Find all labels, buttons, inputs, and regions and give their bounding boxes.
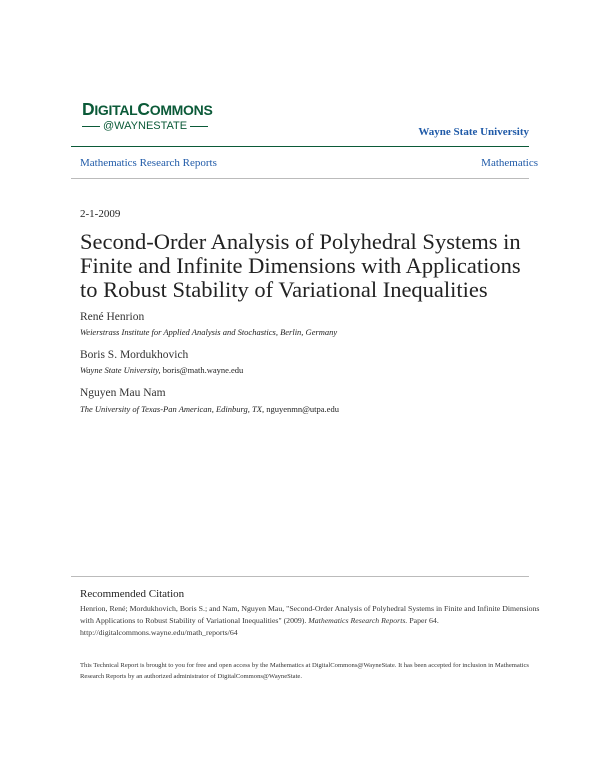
author-email[interactable]: boris@math.wayne.edu <box>162 365 244 375</box>
department-link[interactable]: Mathematics <box>481 157 538 169</box>
author-name: René Henrion <box>80 311 145 323</box>
series-link[interactable]: Mathematics Research Reports <box>80 157 217 169</box>
author-name: Boris S. Mordukhovich <box>80 349 189 361</box>
nav-divider <box>71 178 529 179</box>
citation-divider <box>71 576 529 577</box>
paper-title: Second-Order Analysis of Polyhedral Systems in Finite and Infinite Dimensions with Applications to Robust Stability of Variational Inequalities <box>80 229 521 302</box>
logo-wordmark: DIGITALCOMMONS <box>82 99 213 119</box>
logo-subtitle: @WAYNESTATE <box>82 120 222 132</box>
digitalcommons-logo[interactable] <box>82 100 222 132</box>
author-email[interactable]: nguyenmn@utpa.edu <box>266 404 339 414</box>
citation-url[interactable]: http://digitalcommons.wayne.edu/math_reports/64 <box>80 628 238 637</box>
publication-date: 2-1-2009 <box>80 208 121 220</box>
recommended-citation-heading: Recommended Citation <box>80 588 185 600</box>
author-affiliation: Weierstrass Institute for Applied Analysis and Stochastics, Berlin, Germany <box>80 327 338 337</box>
header-divider <box>71 146 529 147</box>
author-affiliation: Wayne State University, boris@math.wayne.edu <box>80 365 244 375</box>
author-affiliation: The University of Texas-Pan American, Edinburg, TX, nguyenmn@utpa.edu <box>80 404 339 414</box>
recommended-citation-text: Henrion, René; Mordukhovich, Boris S.; and Nam, Nguyen Mau, "Second-Order Analysis of Polyhedral Systems in Finite and Infinite Dimensions with Applications to Robust Stability of Variational Inequalities" (2009). Mathematics Research Reports. Paper 64. http://digitalcommons.wayne.edu/math_reports/64 <box>80 604 540 637</box>
university-link[interactable]: Wayne State University <box>418 126 529 138</box>
author-name: Nguyen Mau Nam <box>80 387 166 399</box>
access-notice: This Technical Report is brought to you for free and open access by the Mathematics at DigitalCommons@WayneState. It has been accepted for inclusion in Mathematics Research Reports by an authorized administrator of DigitalCommons@WayneState. <box>80 662 529 680</box>
